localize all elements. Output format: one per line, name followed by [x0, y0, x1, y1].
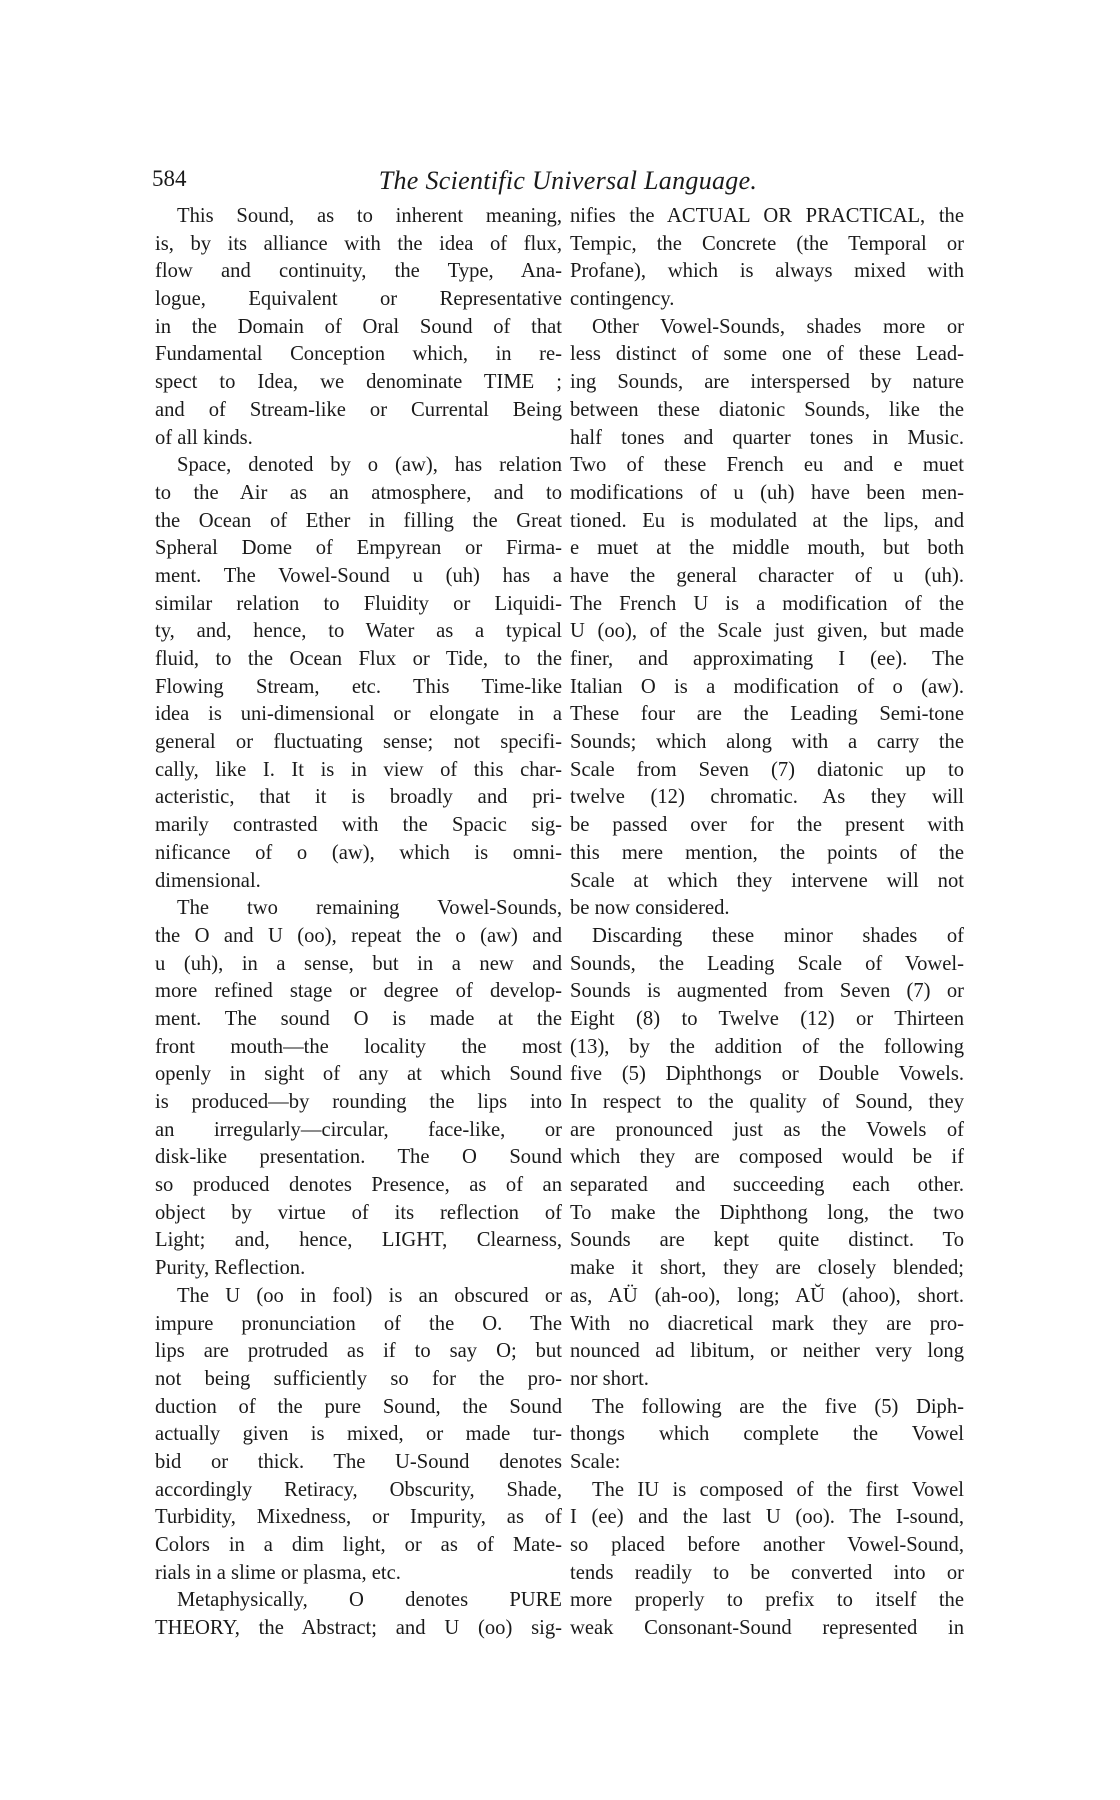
text-line: object by virtue of its reflection of [155, 1201, 562, 1224]
text-line: nounced ad libitum, or neither very long [570, 1340, 964, 1363]
right-column [570, 203, 964, 1643]
text-line: These four are the Leading Semi-tone [570, 703, 964, 726]
text-line: and of Stream-like or Currental Being [155, 398, 562, 421]
text-line: this mere mention, the points of the [570, 841, 964, 864]
text-line: nor short. [570, 1367, 649, 1390]
text-line: Colors in a dim light, or as of Mate- [155, 1534, 562, 1556]
text-line: so produced denotes Presence, as of an [155, 1174, 562, 1197]
text-line: in the Domain of Oral Sound of that [155, 315, 562, 338]
text-line: as, AÜ (ah-oo), long; AŬ (ahoo), short. [570, 1284, 964, 1307]
text-line: In respect to the quality of Sound, they [570, 1091, 964, 1113]
text-line: modifications of u (uh) have been men- [570, 481, 964, 504]
text-line: Turbidity, Mixedness, or Impurity, as of [155, 1506, 562, 1529]
text-line: Spheral Dome of Empyrean or Firma- [155, 537, 562, 560]
text-line: tends readily to be converted into or [570, 1561, 964, 1584]
text-line: between these diatonic Sounds, like the [570, 398, 964, 421]
text-line: lips are protruded as if to say O; but [155, 1340, 562, 1363]
text-line: This Sound, as to inherent meaning, [177, 205, 562, 227]
text-line: less distinct of some one of these Lead- [570, 343, 964, 366]
text-line: weak Consonant-Sound represented in [570, 1617, 964, 1640]
text-line: make it short, they are closely blended; [570, 1257, 964, 1280]
text-line: Sounds are kept quite distinct. To [570, 1229, 964, 1252]
running-title: The Scientific Universal Language. [378, 166, 758, 195]
text-line: Eight (8) to Twelve (12) or Thirteen [570, 1007, 964, 1030]
text-line: The two remaining Vowel-Sounds, [177, 897, 562, 920]
text-line: ment. The sound O is made at the [155, 1007, 562, 1030]
text-line: ing Sounds, are interspersed by nature [570, 371, 964, 394]
text-line: is produced—by rounding the lips into [155, 1091, 562, 1113]
text-line: logue, Equivalent or Representative [155, 288, 562, 311]
text-line: flow and continuity, the Type, Ana- [155, 260, 562, 283]
text-line: Scale at which they intervene will not [570, 869, 964, 892]
text-line: Purity, Reflection. [155, 1257, 306, 1280]
text-line: The IU is composed of the first Vowel [592, 1478, 964, 1501]
text-line: is, by its alliance with the idea of flux, [155, 232, 562, 255]
text-line: U (oo), of the Scale just given, but made [570, 620, 964, 643]
left-column [155, 203, 562, 1643]
text-line: separated and succeeding each other. [570, 1174, 964, 1197]
text-line: five (5) Diphthongs or Double Vowels. [570, 1063, 964, 1086]
text-line: are pronounced just as the Vowels of [570, 1118, 964, 1141]
text-line: idea is uni-dimensional or elongate in a [155, 703, 562, 726]
text-line: Scale from Seven (7) diatonic up to [570, 758, 964, 781]
text-line: actually given is mixed, or made tur- [155, 1423, 562, 1446]
text-line: front mouth—the locality the most [155, 1035, 562, 1058]
text-line: Scale: [570, 1450, 621, 1473]
text-line: disk-like presentation. The O Sound [155, 1146, 562, 1169]
text-line: impure pronunciation of the O. The [155, 1312, 562, 1335]
text-line: be now considered. [570, 897, 730, 920]
text-line: duction of the pure Sound, the Sound [155, 1395, 562, 1418]
text-line: the O and U (oo), repeat the o (aw) and [155, 924, 562, 947]
text-line: more refined stage or degree of develop- [155, 980, 562, 1003]
text-line: Profane), which is always mixed with [570, 260, 964, 283]
text-line: similar relation to Fluidity or Liquidi- [155, 592, 562, 615]
text-line: Tempic, the Concrete (the Temporal or [570, 232, 964, 255]
text-line: more properly to prefix to itself the [570, 1589, 964, 1612]
text-line: tioned. Eu is modulated at the lips, and [570, 509, 964, 532]
text-line: Two of these French eu and e muet [570, 454, 964, 477]
text-line: thongs which complete the Vowel [570, 1423, 964, 1446]
text-line: bid or thick. The U-Sound denotes [155, 1450, 562, 1473]
text-line: Discarding these minor shades of [592, 924, 964, 947]
text-line: acteristic, that it is broadly and pri- [155, 786, 562, 809]
text-line: finer, and approximating I (ee). The [570, 648, 964, 670]
text-line: marily contrasted with the Spacic sig- [155, 814, 562, 837]
text-line: general or fluctuating sense; not specifi- [155, 731, 562, 754]
text-line: Space, denoted by o (aw), has relation [177, 454, 562, 477]
text-line: accordingly Retiracy, Obscurity, Shade, [155, 1478, 562, 1501]
text-line: the Ocean of Ether in filling the Great [155, 509, 562, 532]
text-line: The following are the five (5) Diph- [592, 1395, 964, 1418]
text-line: Sounds is augmented from Seven (7) or [570, 980, 964, 1003]
text-line: an irregularly—circular, face-like, or [155, 1118, 562, 1141]
page-number: 584 [152, 166, 187, 191]
text-line: fluid, to the Ocean Flux or Tide, to the [155, 648, 562, 670]
text-line: rials in a slime or plasma, etc. [155, 1561, 401, 1584]
text-line: nifies the ACTUAL OR PRACTICAL, the [570, 205, 964, 227]
text-line: Sounds; which along with a carry the [570, 731, 964, 754]
text-line: ment. The Vowel-Sound u (uh) has a [155, 564, 562, 587]
text-line: Flowing Stream, etc. This Time-like [155, 675, 562, 698]
text-line: dimensional. [155, 869, 261, 892]
text-line: Sounds, the Leading Scale of Vowel- [570, 952, 964, 975]
text-line: Italian O is a modification of o (aw). [570, 675, 964, 698]
text-line: openly in sight of any at which Sound [155, 1063, 562, 1086]
text-line: be passed over for the present with [570, 814, 964, 837]
text-line: e muet at the middle mouth, but both [570, 537, 964, 560]
text-line: twelve (12) chromatic. As they will [570, 786, 964, 809]
text-line: have the general character of u (uh). [570, 564, 964, 587]
text-line: u (uh), in a sense, but in a new and [155, 952, 562, 975]
text-line: not being sufficiently so for the pro- [155, 1367, 562, 1390]
text-line: so placed before another Vowel-Sound, [570, 1534, 964, 1556]
text-line: ty, and, hence, to Water as a typical [155, 620, 562, 643]
text-line: The French U is a modification of the [570, 592, 964, 615]
text-line: Fundamental Conception which, in re- [155, 343, 562, 366]
text-line: The U (oo in fool) is an obscured or [177, 1284, 562, 1307]
text-line: With no diacretical mark they are pro- [570, 1312, 964, 1335]
text-line: of all kinds. [155, 426, 253, 449]
text-line: nificance of o (aw), which is omni- [155, 841, 562, 864]
text-line: spect to Idea, we denominate TIME ; [155, 371, 562, 394]
text-line: Light; and, hence, LIGHT, Clearness, [155, 1229, 562, 1252]
text-line: Metaphysically, O denotes PURE [177, 1589, 562, 1612]
text-line: which they are composed would be if [570, 1146, 964, 1169]
text-line: contingency. [570, 288, 675, 311]
text-line: To make the Diphthong long, the two [570, 1201, 964, 1224]
text-line: (13), by the addition of the following [570, 1035, 964, 1058]
text-line: THEORY, the Abstract; and U (oo) sig- [155, 1617, 562, 1640]
text-line: Other Vowel-Sounds, shades more or [592, 315, 964, 338]
page-header [152, 166, 964, 200]
text-line: to the Air as an atmosphere, and to [155, 481, 562, 504]
text-line: cally, like I. It is in view of this char- [155, 758, 562, 781]
text-line: I (ee) and the last U (oo). The I-sound, [570, 1506, 964, 1529]
text-line: half tones and quarter tones in Music. [570, 426, 964, 449]
